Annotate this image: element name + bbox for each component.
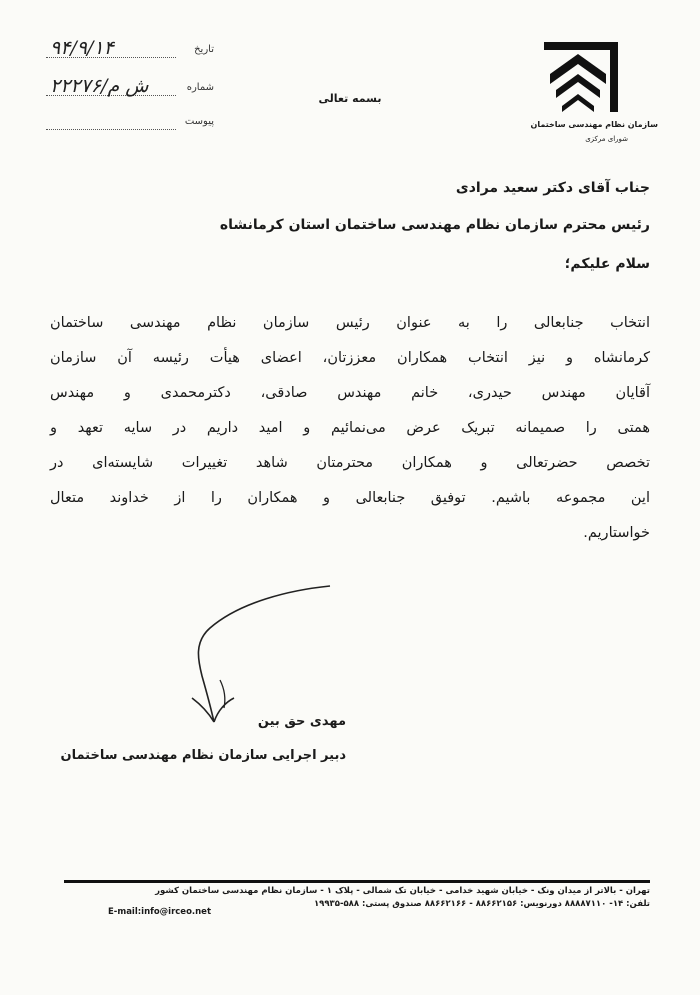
recipient-line-2: رئیس محترم سازمان نظام مهندسی ساختمان استان کرمانشاه <box>219 217 650 233</box>
body-line: انتخاب جنابعالی را به عنوان رئیس سازمان نظام مهندسی ساختمان <box>50 315 650 331</box>
footer-address: تهران - بالاتر از میدان ونک - خیابان شهید خدامی - خیابان تک شمالی - پلاک ۱ - سازمان نظام مهندسی ساختمان کشور <box>155 886 650 896</box>
attachment-field <box>46 112 214 132</box>
body-line: تخصص حضرتعالی و همکاران محترمتان شاهد تغییرات شایسته‌ای در <box>50 455 650 471</box>
body-line: این مجموعه باشیم. توفیق جنابعالی و همکاران را از خداوند متعال <box>50 490 650 506</box>
date-label: تاریخ <box>194 44 214 55</box>
signatory-title: دبیر اجرایی سازمان نظام مهندسی ساختمان <box>60 748 346 763</box>
signatory-name: مهدی حق بین <box>257 714 346 729</box>
bismillah-heading: بسمه تعالی <box>318 92 382 105</box>
date-field <box>46 37 214 60</box>
greeting: سلام علیکم؛ <box>564 256 650 272</box>
body-line: خواستاریم. <box>583 525 650 541</box>
building-logo-icon <box>530 36 630 116</box>
footer-phones: تلفن: ۱۴- ۸۸۸۸۷۱۱۰ دورنویس: ۸۸۶۶۲۱۵۶ - ۸۸۶۶۲۱۶۶ صندوق پستی: ۵۸۸-۱۹۹۳۵ <box>313 899 650 909</box>
body-line: کرمانشاه و نیز انتخاب همکاران معززتان، اعضای هیأت رئیسه آن سازمان <box>50 350 650 366</box>
org-logo <box>520 36 658 146</box>
body-line: آقایان مهندس حیدری، خانم مهندس صادقی، دکترمحمدی و مهندس <box>50 385 650 401</box>
footer-divider <box>64 880 650 883</box>
date-value: ۹۴/۹/۱۴ <box>50 37 114 59</box>
recipient-line-1: جناب آقای دکتر سعید مرادی <box>455 180 650 196</box>
org-subtitle: شورای مرکزی <box>585 135 628 143</box>
attachment-label: پیوست <box>184 116 214 127</box>
number-value: ۲۲۲۷۶/ش م <box>50 75 149 97</box>
body-line: همتی را صمیمانه تبریک عرض می‌نمائیم و امید داریم در سایه تعهد و <box>50 420 650 436</box>
number-field <box>46 75 214 98</box>
footer-email: E-mail:info@irceo.net <box>108 907 212 917</box>
org-name: سازمان نظام مهندسی ساختمان <box>530 120 658 129</box>
number-label: شماره <box>186 82 214 93</box>
